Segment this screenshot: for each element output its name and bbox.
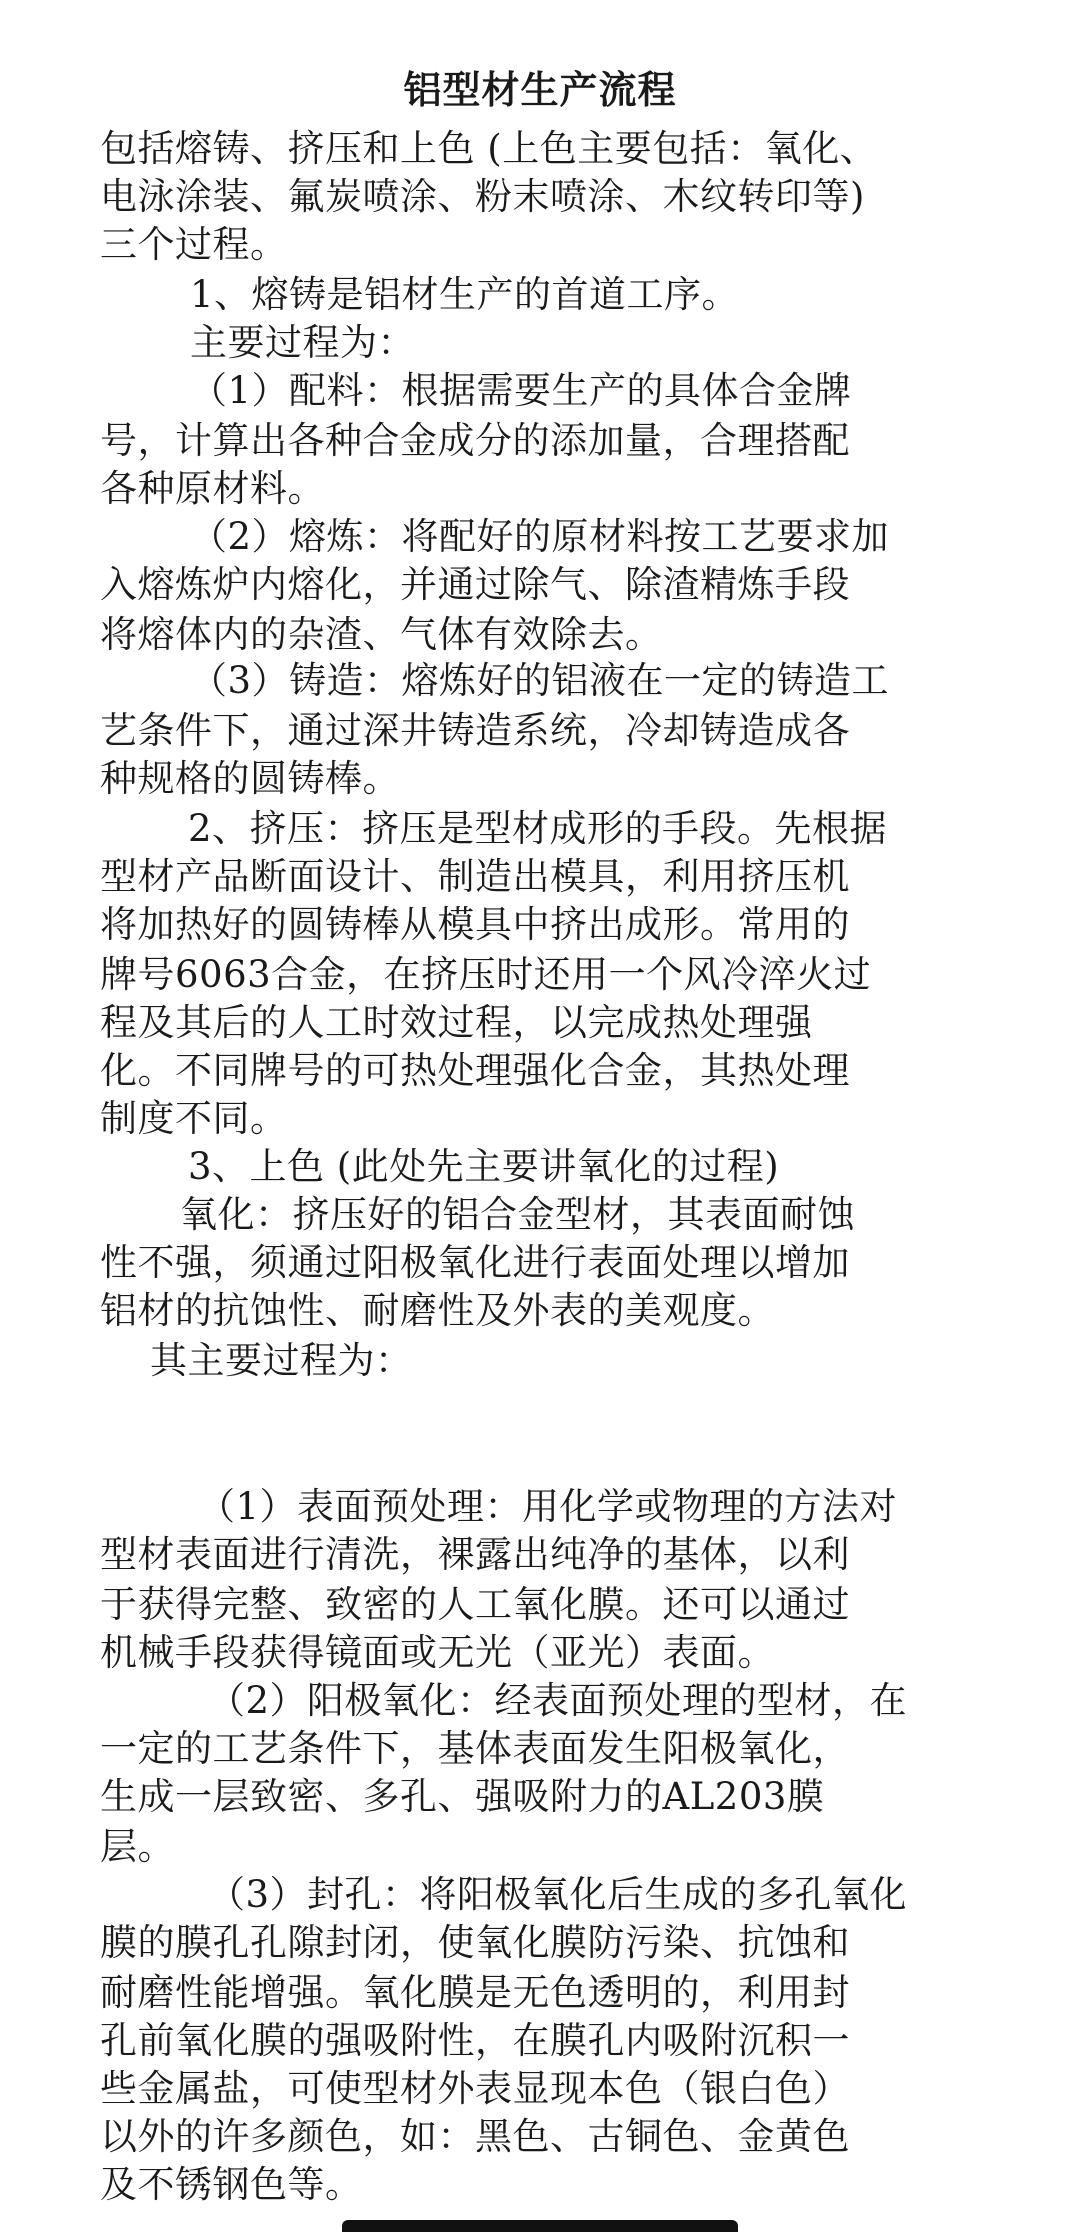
- text-line: 膜的膜孔孔隙封闭，使氧化膜防污染、抗蚀和: [100, 1921, 850, 1964]
- text-line: 主要过程为：: [190, 321, 415, 364]
- text-line: 将熔体内的杂渣、气体有效除去。: [100, 613, 663, 656]
- text-line: （1）配料：根据需要生产的具体合金牌: [190, 369, 852, 412]
- text-line: 制度不同。: [100, 1097, 288, 1140]
- text-line: 生成一层致密、多孔、强吸附力的AL203膜: [100, 1775, 825, 1818]
- text-line: 于获得完整、致密的人工氧化膜。还可以通过: [100, 1583, 850, 1626]
- text-line: 电泳涂装、氟炭喷涂、粉末喷涂、木纹转印等): [100, 175, 865, 218]
- text-line: 性不强，须通过阳极氧化进行表面处理以增加: [100, 1241, 850, 1284]
- text-line: 其主要过程为：: [150, 1339, 413, 1382]
- text-line: 机械手段获得镜面或无光（亚光）表面。: [100, 1631, 775, 1674]
- text-line: （3）封孔：将阳极氧化后生成的多孔氧化: [208, 1873, 908, 1916]
- text-line: 牌号6063合金，在挤压时还用一个风冷淬火过: [100, 953, 872, 996]
- text-line: 以外的许多颜色，如：黑色、古铜色、金黄色: [100, 2115, 850, 2158]
- text-line: 艺条件下，通过深井铸造系统，冷却铸造成各: [100, 709, 850, 752]
- text-line: 铝材的抗蚀性、耐磨性及外表的美观度。: [100, 1289, 775, 1332]
- text-line: 层。: [100, 1825, 175, 1868]
- text-line: 型材产品断面设计、制造出模具，利用挤压机: [100, 855, 850, 898]
- text-line: 各种原材料。: [100, 467, 325, 510]
- text-line: （3）铸造：熔炼好的铝液在一定的铸造工: [190, 659, 890, 702]
- text-line: 氧化：挤压好的铝合金型材，其表面耐蚀: [180, 1193, 855, 1236]
- text-line: 包括熔铸、挤压和上色 (上色主要包括：氧化、: [100, 127, 878, 170]
- text-line: 及不锈钢色等。: [100, 2163, 363, 2206]
- text-line: 入熔炼炉内熔化，并通过除气、除渣精炼手段: [100, 563, 850, 606]
- text-line: 3、上色 (此处先主要讲氧化的过程): [188, 1145, 780, 1188]
- text-line: 将加热好的圆铸棒从模具中挤出成形。常用的: [100, 903, 850, 946]
- text-line: （2）阳极氧化：经表面预处理的型材，在: [208, 1679, 908, 1722]
- text-line: 耐磨性能增强。氧化膜是无色透明的，利用封: [100, 1971, 850, 2014]
- text-line: 化。不同牌号的可热处理强化合金，其热处理: [100, 1049, 850, 1092]
- text-line: （2）熔炼：将配好的原材料按工艺要求加: [190, 515, 890, 558]
- text-line: 种规格的圆铸棒。: [100, 757, 400, 800]
- text-line: 一定的工艺条件下，基体表面发生阳极氧化，: [100, 1727, 850, 1770]
- text-line: 2、挤压：挤压是型材成形的手段。先根据: [188, 807, 888, 850]
- text-line: 1、熔铸是铝材生产的首道工序。: [190, 273, 740, 316]
- text-line: 些金属盐，可使型材外表显现本色（银白色）: [100, 2067, 850, 2110]
- home-indicator[interactable]: [342, 2220, 738, 2232]
- text-line: 型材表面进行清洗，裸露出纯净的基体，以利: [100, 1533, 850, 1576]
- document-title: 铝型材生产流程: [403, 67, 677, 112]
- text-line: 三个过程。: [100, 223, 288, 266]
- text-line: （1）表面预处理：用化学或物理的方法对: [198, 1485, 898, 1528]
- text-line: 号，计算出各种合金成分的添加量，合理搭配: [100, 419, 850, 462]
- text-line: 孔前氧化膜的强吸附性，在膜孔内吸附沉积一: [100, 2019, 850, 2062]
- text-line: 程及其后的人工时效过程，以完成热处理强: [100, 1001, 813, 1044]
